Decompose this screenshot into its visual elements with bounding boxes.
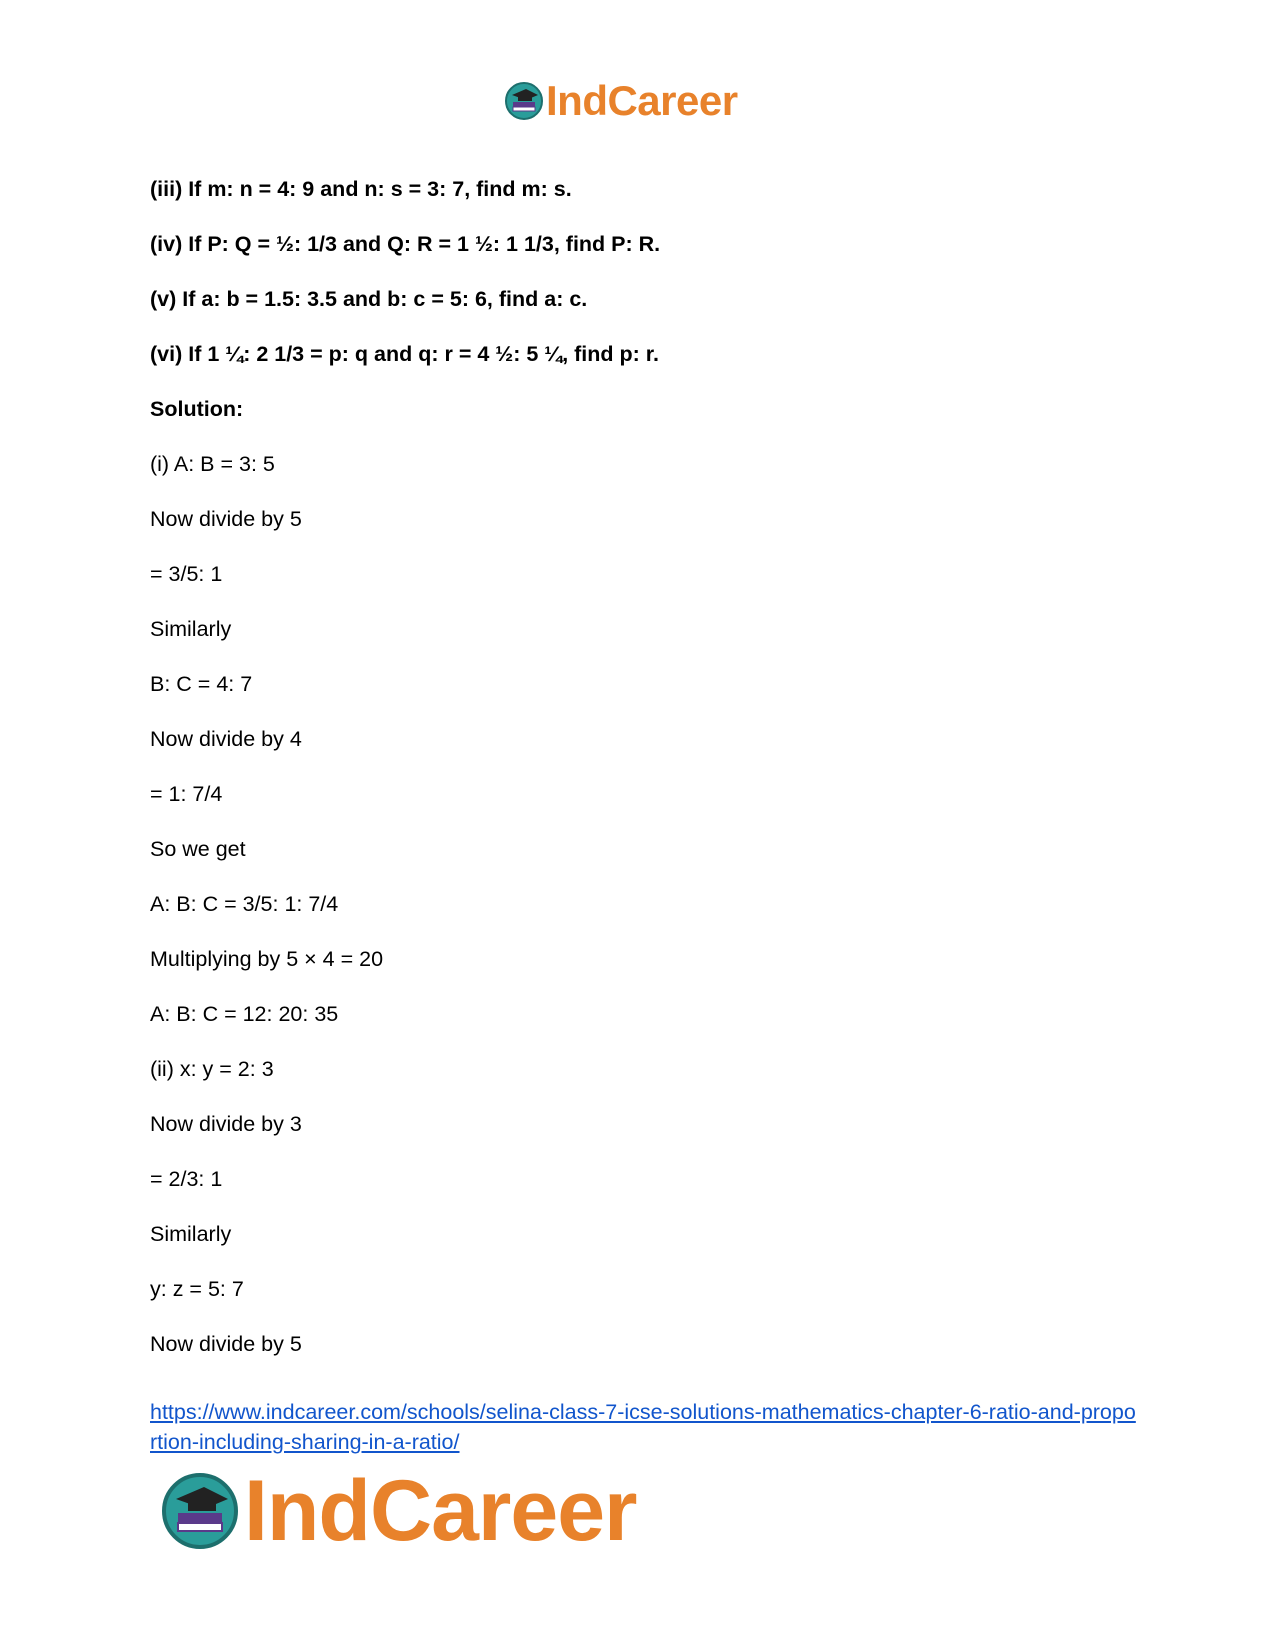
source-link[interactable]: https://www.indcareer.com/schools/selina-class-7-icse-solutions-mathematics-chapter-6-ratio-and-proportion-including-sharing-in-a-ratio/: [150, 1400, 1136, 1454]
solution-line: A: B: C = 12: 20: 35: [150, 1002, 339, 1026]
footer-logo: [160, 1463, 637, 1559]
solution-line: Similarly: [150, 1222, 232, 1246]
solution-line: Multiplying by 5 × 4 = 20: [150, 947, 384, 971]
solution-line: Now divide by 4: [150, 727, 302, 751]
solution-line: B: C = 4: 7: [150, 672, 253, 696]
solution-line: Similarly: [150, 617, 232, 641]
solution-line: = 1: 7/4: [150, 782, 223, 806]
document-body: [150, 176, 1130, 1386]
solution-line: = 3/5: 1: [150, 562, 223, 586]
question-iii: (iii) If m: n = 4: 9 and n: s = 3: 7, find m: s.: [150, 177, 572, 201]
solution-line: Now divide by 5: [150, 507, 302, 531]
question-iv: (iv) If P: Q = ½: 1/3 and Q: R = 1 ½: 1 1/3, find P: R.: [150, 232, 661, 256]
question-vi: (vi) If 1 ¼: 2 1/3 = p: q and q: r = 4 ½: 5 ¼, find p: r.: [150, 342, 659, 366]
solution-line: (ii) x: y = 2: 3: [150, 1057, 274, 1081]
solution-line: A: B: C = 3/5: 1: 7/4: [150, 892, 339, 916]
solution-line: Now divide by 3: [150, 1112, 302, 1136]
solution-line: = 2/3: 1: [150, 1167, 223, 1191]
graduation-book-icon: [160, 1471, 240, 1551]
graduation-book-icon: [504, 81, 544, 121]
solution-line: (i) A: B = 3: 5: [150, 452, 275, 476]
logo-wordmark: IndCareer: [546, 77, 738, 124]
solution-line: Now divide by 5: [150, 1332, 302, 1356]
header-logo: [504, 77, 738, 124]
solution-heading: Solution:: [150, 397, 244, 421]
solution-line: So we get: [150, 837, 246, 861]
logo-wordmark: IndCareer: [244, 1463, 637, 1559]
question-v: (v) If a: b = 1.5: 3.5 and b: c = 5: 6, find a: c.: [150, 287, 588, 311]
solution-line: y: z = 5: 7: [150, 1277, 244, 1301]
